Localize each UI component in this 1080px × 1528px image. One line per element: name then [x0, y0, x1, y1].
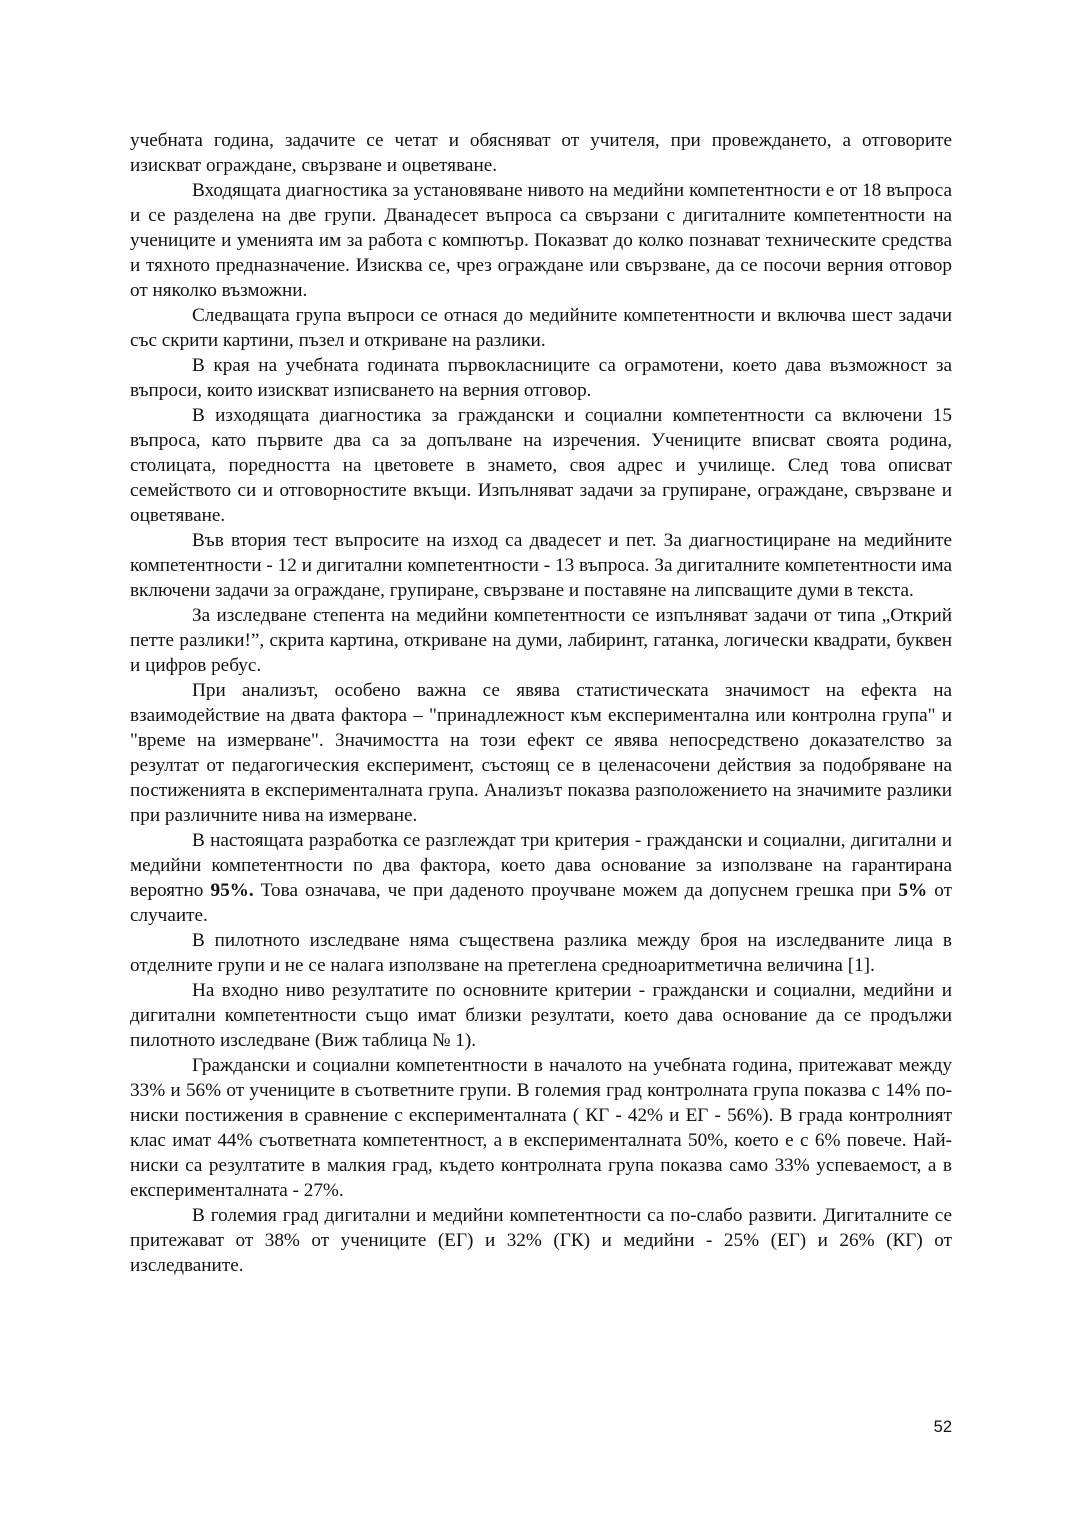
paragraph-media-questions: Следващата група въпроси се отнася до медийните компетентности и включва шест задачи със скрити картини, пъзел и откриване на разлики.	[130, 305, 952, 351]
paragraph-second-test: Във втория тест въпросите на изход са двадесет и пет. За диагностициране на медийните компетентности - 12 и дигитални компетентности - 13 въпроса. За дигиталните компетентности има включени задачи за ограждане, групиране, свързване и поставяне на липсващите думи в текста.	[130, 530, 952, 601]
criteria-text-3: от случаите.	[130, 880, 952, 926]
paragraph-exit-diagnostics: В изходящата диагностика за граждански и социални компетентности са включени 15 въпроса, като първите два са за допълване на изречения. Учениците вписват своята родина, столицата, поредността на цветовете в знамето, своя адрес и училище. След това описват семейството си и отговорностите вкъщи. Изпълняват задачи за групиране, ограждане, свързване и оцветяване.	[130, 405, 952, 526]
page-number: 52	[933, 1418, 952, 1436]
document-body	[130, 128, 952, 1278]
paragraph-entry-diagnostics: Входящата диагностика за установяване нивото на медийни компетентности е от 18 въпроса и се разделена на две групи. Дванадесет въпроса са свързани с дигиталните компетентности на учениците и уменията им за работа с компютър. Показват до колко познават техническите средства и тяхното предназначение. Изисква се, чрез ограждане или свързване, да се посочи верния отговор от няколко възможни.	[130, 180, 952, 301]
paragraph-continuation: учебната година, задачите се четат и обясняват от учителя, при провеждането, а отговорите изискват ограждане, свързване и оцветяване.	[130, 130, 952, 176]
paragraph-civic-competences: Граждански и социални компетентности в началото на учебната година, притежават между 33% и 56% от учениците в съответните групи. В големия град контролната група показва с 14% по-ниски постижения в сравнение с експерименталната ( КГ - 42% и ЕГ - 56%). В града контролният клас имат 44% съответната компетентност, а в експерименталната 50%, което е с 6% повече. Най-ниски са резултатите в малкия град, където контролната група показва само 33% успеваемост, а в експерименталната - 27%.	[130, 1055, 952, 1201]
criteria-error: 5%	[898, 880, 928, 901]
paragraph-analysis: При анализът, особено важна се явява статистическата значимост на ефекта на взаимодействие на двата фактора – "принадлежност към експериментална или контролна група" и "време на измерване". Значимостта на този ефект се явява непосредствено доказателство за резултат от педагогическия експеримент, състоящ се в целенасочени действия за подобряване на постиженията в експерименталната група. Анализът показва разположението на значимите разлики при различните нива на измерване.	[130, 680, 952, 826]
paragraph-pilot-study: В пилотното изследване няма съществена разлика между броя на изследваните лица в отделните групи и не се налага използване на претеглена средноаритметична величина [1].	[130, 930, 952, 976]
paragraph-entry-level: На входно ниво резултатите по основните критерии - граждански и социални, медийни и дигитални компетентности също имат близки резултати, което дава основание да се продължи пилотното изследване (Виж таблица № 1).	[130, 980, 952, 1051]
criteria-text-1: В настоящата разработка се разглеждат три критерия - граждански и социални, дигитални и медийни компетентности по два фактора, което дава основание за използване на гарантирана вероятно	[130, 830, 952, 901]
paragraph-criteria	[130, 828, 952, 928]
criteria-text-2: Това означава, че при даденото проучване можем да допуснем грешка при	[253, 880, 899, 901]
paragraph-media-tasks: За изследване степента на медийни компетентности се изпълняват задачи от типа „Открий петте разлики!”, скрита картина, откриване на думи, лабиринт, гатанка, логически квадрати, буквен и цифров ребус.	[130, 605, 952, 676]
criteria-probability: 95%.	[210, 880, 254, 901]
paragraph-end-of-year: В края на учебната годината първокласниците са ограмотени, което дава възможност за въпроси, които изискват изписването на верния отговор.	[130, 355, 952, 401]
paragraph-digital-media: В големия град дигитални и медийни компетентности са по-слабо развити. Дигиталните се притежават от 38% от учениците (ЕГ) и 32% (ГК) и медийни - 25% (ЕГ) и 26% (КГ) от изследваните.	[130, 1205, 952, 1276]
